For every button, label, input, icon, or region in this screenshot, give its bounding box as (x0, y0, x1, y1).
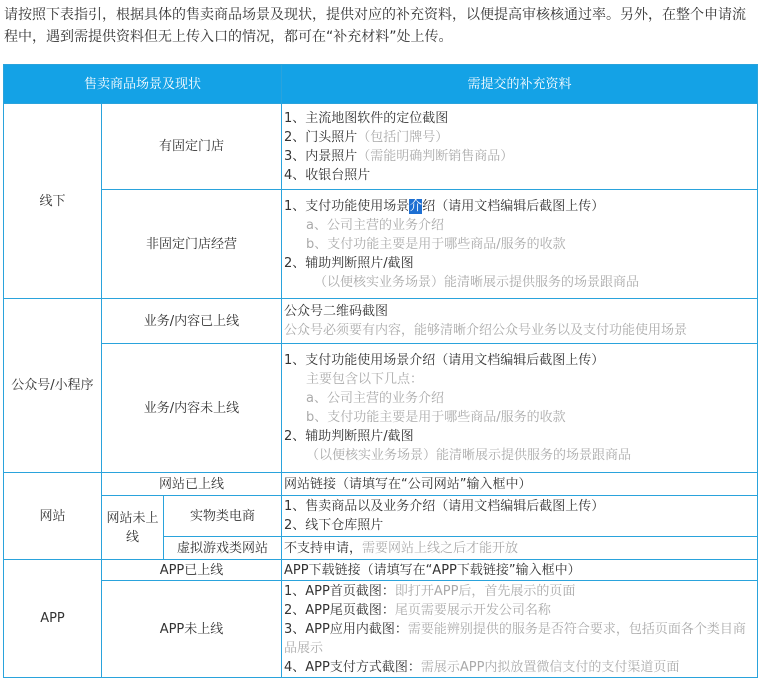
materials-mp-online (282, 299, 758, 344)
table-row (4, 344, 758, 473)
material-line: 1、主流地图软件的定位截图 (284, 110, 449, 126)
material-note: （以便核实业务场景）能清晰展示提供服务的场景跟商品 (314, 274, 640, 290)
materials-virtual-game-site (282, 537, 758, 560)
materials-fixed-store (282, 104, 758, 190)
material-line: 1、APP首页截图： (284, 583, 395, 599)
material-note: 尾页需要展示开发公司名称 (394, 602, 551, 618)
material-note: 需展示APP内拟放置微信支付的支付渠道页面 (420, 659, 680, 675)
material-line: 绍（请用文档编辑后截图上传） (422, 198, 605, 214)
material-line: 4、APP支付方式截图： (284, 659, 421, 675)
materials-app-offline (282, 581, 758, 678)
header-scene: 售卖商品场景及现状 (4, 65, 282, 104)
material-line: 2、门头照片 (284, 129, 358, 145)
materials-mp-offline (282, 344, 758, 473)
materials-website-online: 网站链接（请填写在“公司网站”输入框中） (282, 473, 758, 496)
materials-nonfixed-store (282, 190, 758, 299)
material-note: 主要包含以下几点： (306, 372, 424, 387)
scene-physical-ecommerce: 实物类电商 (164, 496, 282, 537)
header-materials: 需提交的补充资料 (282, 65, 758, 104)
material-note: （需能明确判断销售商品） (357, 148, 514, 164)
scene-fixed-store: 有固定门店 (102, 104, 282, 190)
scene-app: APP (4, 560, 102, 678)
material-line: 1、支付功能使用场景介绍（请用文档编辑后截图上传） (284, 353, 605, 368)
material-note: 需要能辨别提供的服务是否符合要求，包括页面各个类目商品展示 (284, 621, 746, 656)
material-note: b、支付功能主要是用于哪些商品/服务的收款 (306, 410, 566, 425)
table-row (4, 560, 758, 581)
material-note: 公众号必须要有内容，能够清晰介绍公众号业务以及支付功能使用场景 (284, 323, 688, 338)
material-line: 2、APP尾页截图： (284, 602, 395, 618)
material-line: 2、辅助判断照片/截图 (284, 429, 414, 444)
text-selection: 介 (409, 198, 423, 214)
material-line: 4、收银台照片 (284, 167, 371, 183)
table-row (4, 299, 758, 344)
table-header-row (4, 65, 758, 104)
scene-app-offline: APP未上线 (102, 581, 282, 678)
scene-virtual-game-site: 虚拟游戏类网站 (164, 537, 282, 560)
material-line: 2、辅助判断照片/截图 (284, 255, 414, 271)
material-line: 3、内景照片 (284, 148, 358, 164)
material-note: b、支付功能主要是用于哪些商品/服务的收款 (306, 236, 566, 252)
material-note: a、公司主营的业务介绍 (306, 217, 444, 233)
table-row (4, 581, 758, 678)
material-note: a、公司主营的业务介绍 (306, 391, 444, 406)
table-row (4, 496, 758, 537)
table-row (4, 190, 758, 299)
scene-mp-offline: 业务/内容未上线 (102, 344, 282, 473)
scene-website-offline: 网站未上线 (102, 496, 164, 560)
material-line: 2、线下仓库照片 (284, 518, 384, 533)
scene-mp-online: 业务/内容已上线 (102, 299, 282, 344)
material-line: 1、支付功能使用场景 (284, 198, 410, 214)
table-row (4, 473, 758, 496)
material-line: 不支持申请， (284, 540, 363, 556)
requirements-table (3, 64, 758, 678)
material-note: （以便核实业务场景）能清晰展示提供服务的场景跟商品 (306, 448, 632, 463)
table-row (4, 104, 758, 190)
material-note: 即打开APP后，首先展示的页面 (394, 583, 576, 599)
material-line: 3、APP应用内截图： (284, 621, 408, 637)
materials-physical-ecommerce (282, 496, 758, 537)
material-line: 1、售卖商品以及业务介绍（请用文档编辑后截图上传） (284, 499, 605, 514)
scene-app-online: APP已上线 (102, 560, 282, 581)
materials-app-online: APP下载链接（请填写在“APP下载链接”输入框中） (282, 560, 758, 581)
scene-nonfixed-store: 非固定门店经营 (102, 190, 282, 299)
scene-offline: 线下 (4, 104, 102, 299)
scene-mp: 公众号/小程序 (4, 299, 102, 473)
material-note: 需要网站上线之后才能开放 (362, 540, 519, 556)
material-line: 公众号二维码截图 (284, 304, 389, 319)
material-note: （包括门牌号） (357, 129, 449, 145)
intro-text: 请按照下表指引，根据具体的售卖商品场景及现状，提供对应的补充资料，以便提高审核核通过率。另外，在整个申请流程中，遇到需提供资料但无上传入口的情况，都可在“补充材料”处上传。 (4, 7, 746, 45)
scene-website: 网站 (4, 473, 102, 560)
scene-website-online: 网站已上线 (102, 473, 282, 496)
